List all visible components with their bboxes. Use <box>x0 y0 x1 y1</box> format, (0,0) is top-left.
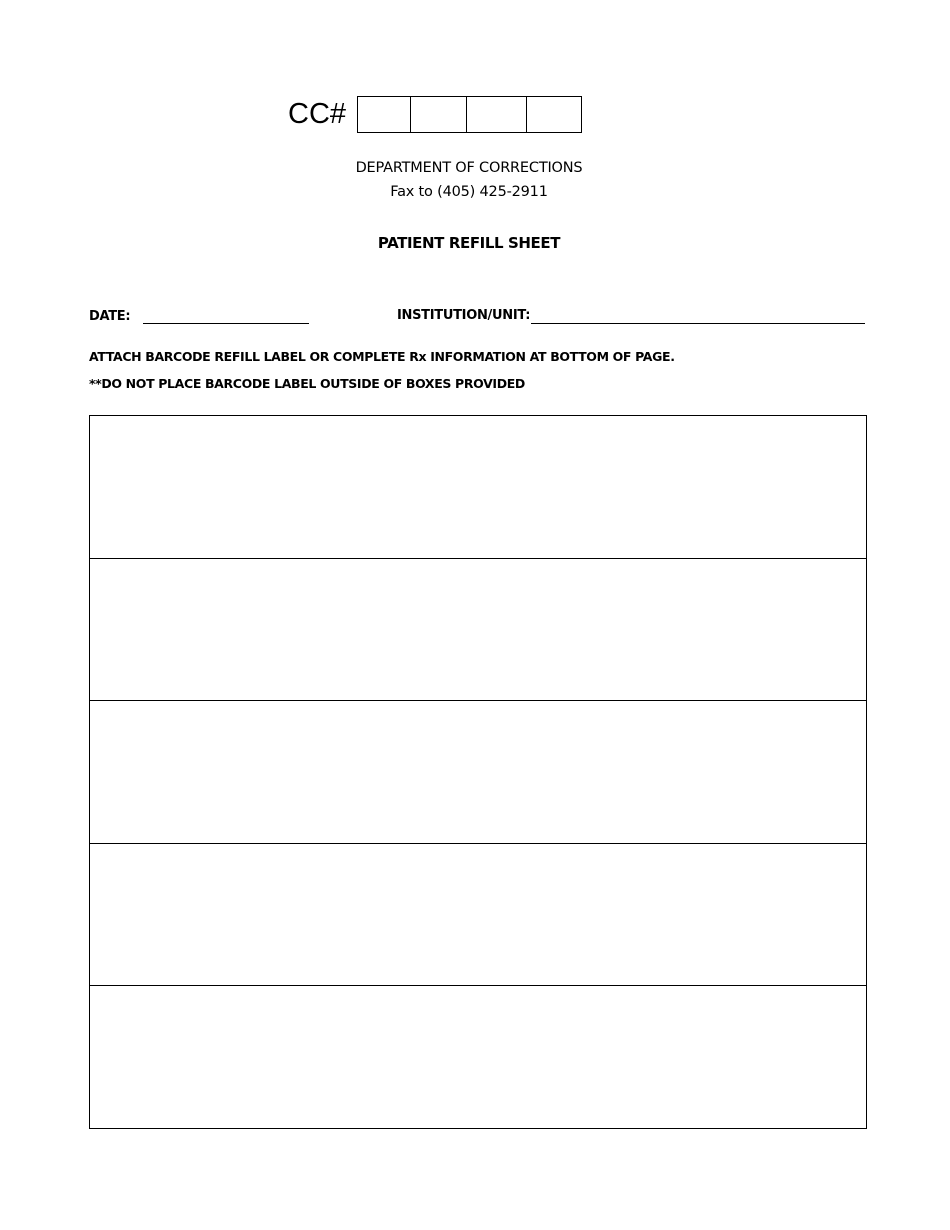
cc-number-boxes <box>357 96 582 133</box>
cc-digit-box-2[interactable] <box>411 97 467 132</box>
department-name: DEPARTMENT OF CORRECTIONS <box>355 160 583 176</box>
cc-digit-box-4[interactable] <box>527 97 581 132</box>
barcode-label-box-1[interactable] <box>90 416 866 559</box>
fax-number: Fax to (405) 425-2911 <box>390 184 548 200</box>
cc-number-label: CC# <box>288 98 347 130</box>
institution-unit-field[interactable] <box>531 323 865 324</box>
date-field[interactable] <box>143 323 309 324</box>
barcode-label-box-4[interactable] <box>90 844 866 987</box>
cc-digit-box-3[interactable] <box>467 97 527 132</box>
barcode-label-box-3[interactable] <box>90 701 866 844</box>
barcode-label-box-2[interactable] <box>90 559 866 702</box>
date-label: DATE: <box>89 309 131 324</box>
cc-digit-box-1[interactable] <box>358 97 411 132</box>
barcode-label-grid <box>89 415 867 1129</box>
page-title: PATIENT REFILL SHEET <box>377 234 561 252</box>
instruction-attach-label: ATTACH BARCODE REFILL LABEL OR COMPLETE Rx INFORMATION AT BOTTOM OF PAGE. <box>89 349 675 364</box>
barcode-label-box-5[interactable] <box>90 986 866 1128</box>
institution-unit-label: INSTITUTION/UNIT: <box>397 308 531 323</box>
instruction-box-warning: **DO NOT PLACE BARCODE LABEL OUTSIDE OF BOXES PROVIDED <box>89 376 525 391</box>
